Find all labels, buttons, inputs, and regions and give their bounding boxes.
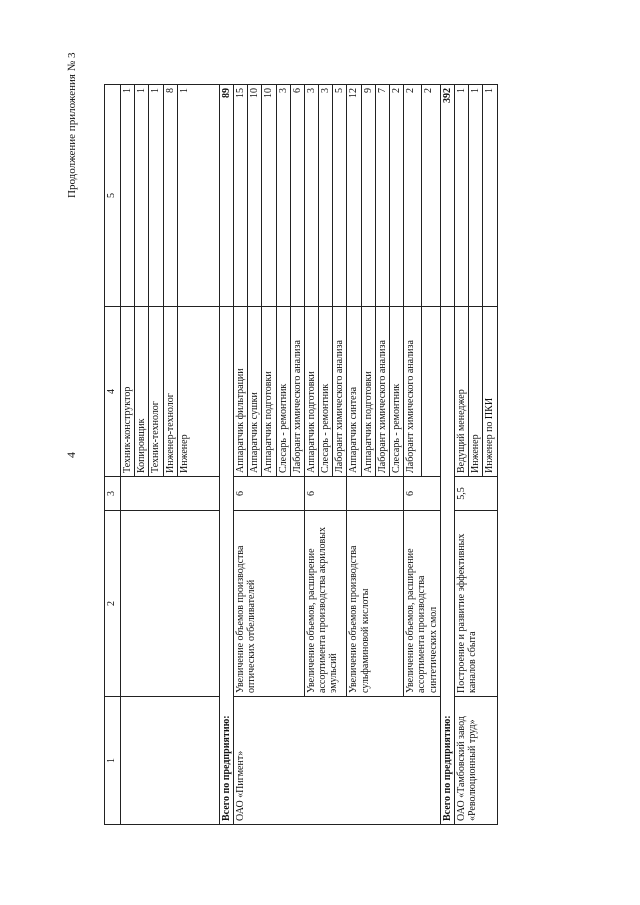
count-cell: 1 <box>454 85 468 307</box>
position-cell: Инженер <box>177 307 219 477</box>
count-cell: 15 <box>233 85 247 307</box>
project-description: Увеличение объемов, расширение ассортимента производства акриловых эмульсий <box>304 511 347 697</box>
position-cell: Аппаратчик синтеза <box>347 307 361 477</box>
position-cell: Лаборант химического анализа <box>404 307 422 477</box>
header-cell: 1 <box>105 697 121 825</box>
page-number: 4 <box>64 452 78 458</box>
count-cell: 1 <box>135 85 149 307</box>
count-cell: 3 <box>304 85 318 307</box>
position-cell <box>422 307 440 477</box>
continuation-label: Продолжение приложения № 3 <box>66 52 78 198</box>
total-row <box>219 85 233 825</box>
position-cell: Аппаратчик подготовки <box>262 307 276 477</box>
position-cell: Инженер <box>469 307 483 477</box>
position-cell: Инженер по ПКИ <box>483 307 497 477</box>
position-cell: Аппаратчик подготовки <box>361 307 375 477</box>
col3-value: 6 <box>404 477 441 511</box>
col3-value: 6 <box>304 477 347 511</box>
rotated-table-wrapper <box>104 85 576 825</box>
header-row <box>105 85 121 825</box>
count-cell: 9 <box>361 85 375 307</box>
col3-value: 6 <box>233 477 304 511</box>
count-cell: 8 <box>163 85 177 307</box>
header-cell: 3 <box>105 477 121 511</box>
count-cell: 2 <box>390 85 404 307</box>
header-cell: 5 <box>105 85 121 307</box>
project-description: Увеличение объемов производства сульфаминовой кислоты <box>347 511 404 697</box>
count-cell: 1 <box>483 85 497 307</box>
count-cell: 2 <box>422 85 440 307</box>
table-row <box>454 85 468 825</box>
count-cell: 1 <box>149 85 163 307</box>
count-cell: 1 <box>177 85 219 307</box>
project-cell <box>121 511 220 697</box>
count-cell: 7 <box>375 85 389 307</box>
position-cell: Копировщик <box>135 307 149 477</box>
position-cell: Ведущий менеджер <box>454 307 468 477</box>
count-cell: 1 <box>121 85 135 307</box>
position-cell: Аппаратчик фильтрации <box>233 307 247 477</box>
enterprise-cell <box>121 697 220 825</box>
total-row <box>440 85 454 825</box>
count-cell: 10 <box>262 85 276 307</box>
position-cell: Техник-конструктор <box>121 307 135 477</box>
header-cell: 2 <box>105 511 121 697</box>
table-row <box>121 85 135 825</box>
project-description: Увеличение объемов, расширение ассортимента производства синтетических смол <box>404 511 441 697</box>
count-cell: 3 <box>276 85 290 307</box>
total-value: 392 <box>440 85 454 307</box>
header-cell: 4 <box>105 307 121 477</box>
col3-value <box>347 477 404 511</box>
total-label: Всего по предприятию: <box>440 307 454 825</box>
project-description: Увеличение объемов производства оптических отбеливателей <box>233 511 304 697</box>
col3-value: 5,5 <box>454 477 497 511</box>
position-cell: Инженер-технолог <box>163 307 177 477</box>
count-cell: 12 <box>347 85 361 307</box>
count-cell: 1 <box>469 85 483 307</box>
count-cell: 5 <box>333 85 347 307</box>
position-cell: Аппаратчик подготовки <box>304 307 318 477</box>
enterprise-name: ОАО «Пигмент» <box>233 697 440 825</box>
position-cell: Лаборант химического анализа <box>375 307 389 477</box>
position-cell: Лаборант химического анализа <box>333 307 347 477</box>
staffing-table <box>104 84 498 825</box>
position-cell: Слесарь - ремонтник <box>276 307 290 477</box>
project-description: Построение и развитие эффективных каналов сбыта <box>454 511 497 697</box>
position-cell: Лаборант химического анализа <box>290 307 304 477</box>
position-cell: Аппаратчик сушки <box>248 307 262 477</box>
total-label: Всего по предприятию: <box>219 307 233 825</box>
count-cell: 10 <box>248 85 262 307</box>
count-cell: 6 <box>290 85 304 307</box>
position-cell: Слесарь - ремонтник <box>319 307 333 477</box>
position-cell: Техник-технолог <box>149 307 163 477</box>
count-cell: 2 <box>404 85 422 307</box>
total-value: 89 <box>219 85 233 307</box>
enterprise-name: ОАО «Тамбовский завод «Революционный труд» <box>454 697 497 825</box>
position-cell: Слесарь - ремонтник <box>390 307 404 477</box>
table-row <box>233 85 247 825</box>
col3-cell <box>121 477 220 511</box>
count-cell: 3 <box>319 85 333 307</box>
